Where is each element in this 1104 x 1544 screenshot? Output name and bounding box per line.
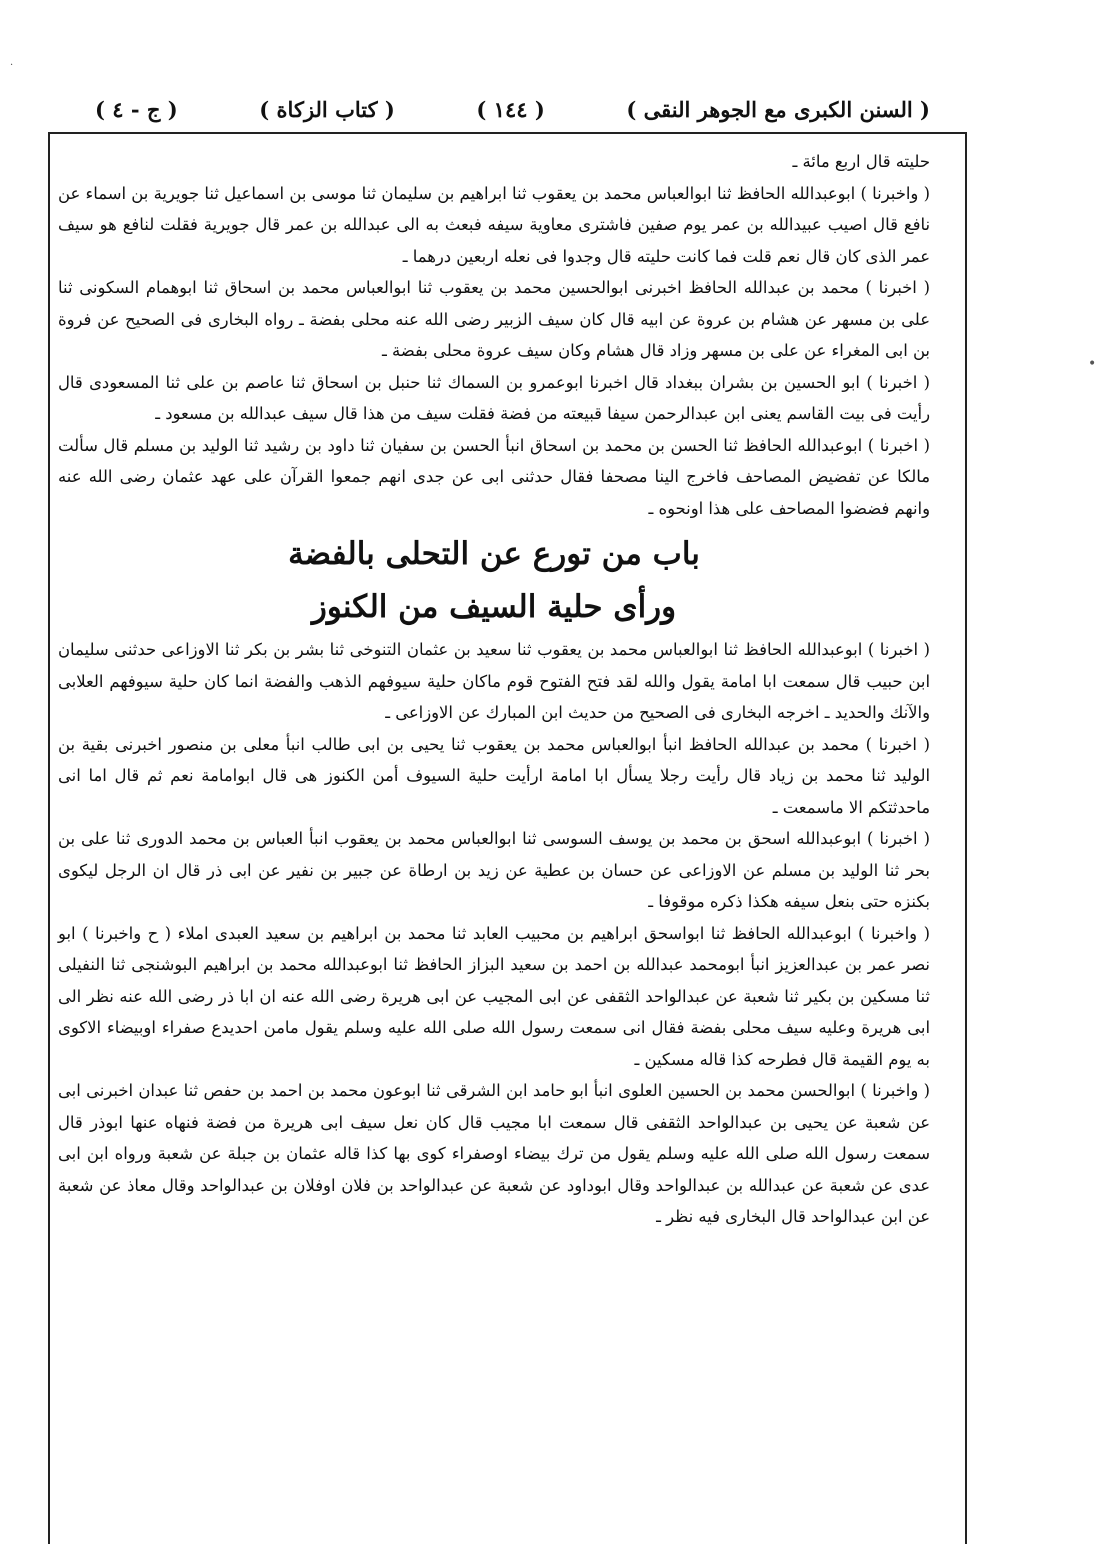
margin-mark: •	[1088, 356, 1097, 372]
section-title: ( كتاب الزكاة )	[259, 96, 395, 122]
hadith-paragraph: ( اخبرنا ) ابوعبدالله الحافظ ثنا الحسن بن محمد بن اسحاق انبأ الحسن بن سفيان ثنا داود بن رشيد ثنا الوليد بن مسلم قال سألت مالكا عن تفضيض المصاحف فاخرج الينا مصحفا فقال حدثنى ابى عن جدى انهم جمعوا القرآن على عهد عثمان رضى الله عنه وانهم فضضوا المصاحف على هذا اونحوه ـ	[58, 435, 930, 518]
hadith-paragraph: ( واخبرنا ) ابوعبدالله الحافظ ثنا ابواسحق ابراهيم بن محبيب العابد ثنا محمد بن ابراهيم بن سعيد العبدى املاء ( ح واخبرنا ) ابو نصر عمر بن عبدالعزيز انبأ ابومحمد عبدالله بن احمد بن سعيد البزاز الحافظ ثنا ابوعبدالله محمد بن ابراهيم البوشنجى ثنا النفيلى ثنا مسكين بن بكير ثنا شعبة عن عبدالواحد الثقفى عن ابى المجيب عن ابى هريرة رضى الله عنه ان ابا ذر رضى الله عنه نظر الى ابى هريرة وعليه سيف محلى بفضة فقال انى سمعت رسول الله صلى الله عليه وسلم يقول مامن احديدع صفراء اوبيضاء الاكوى به يوم القيمة قال فطرحه كذا قاله مسكين ـ	[58, 923, 930, 1069]
hadith-paragraph: ( اخبرنا ) ابوعبدالله الحافظ ثنا ابوالعباس محمد بن يعقوب ثنا سعيد بن عثمان التنوخى ثنا بشر بن بكر ثنا الاوزاعى حدثنى سليمان ابن حبيب قال سمعت ابا امامة يقول والله لقد فتح الفتوح قوم ماكان حلية سيوفهم الذهب والفضة انما كان حلية سيوفهم العلابى والآنك والحديد ـ اخرجه البخارى فى الصحيح من حديث ابن المبارك عن الاوزاعى ـ	[58, 640, 930, 722]
hadith-paragraph: ( واخبرنا ) ابوالحسن محمد بن الحسين العلوى انبأ ابو حامد ابن الشرقى ثنا ابوعون محمد بن احمد بن حفص ثنا عبدان اخبرنى ابى عن شعبة عن يحيى بن عبدالواحد الثقفى قال سمعت ابا مجيب قال كان نعل سيف ابى هريرة من فضة فنهاه عنها ابوذر قال سمعت رسول الله صلى الله عليه وسلم يقول من ترك بيضاء اوصفراء كوى بها كذا قاله عثمان بن جبلة عن شعبة ورواه ابن ابى عدى عن شعبة عن عبدالله بن عبدالواحد وقال ابوداود عن شعبة عن عبدالواحد بن فلان اوفلان بن عبدالواحد وقال معاذ عن شعبة عن ابن عبدالواحد قال البخارى فيه نظر ـ	[58, 1081, 930, 1226]
hadith-paragraph: ( اخبرنا ) ابوعبدالله اسحق بن محمد بن يوسف السوسى ثنا ابوالعباس محمد بن يعقوب انبأ العباس بن محمد الدورى ثنا على بن بحر ثنا الوليد بن مسلم عن الاوزاعى عن حسان بن عطية عن زيد بن ارطاة عن جبير بن نفير عن ابى ذر قال ان الرجل ليكوى بكنزه حتى بنعل سيفه هكذا ذكره موقوفا ـ	[58, 829, 930, 911]
chapter-heading-line: ورأى حلية السيف من الكنوز	[311, 589, 677, 625]
margin-mark: ·	[10, 60, 14, 71]
hadith-paragraph: ( اخبرنا ) محمد بن عبدالله الحافظ انبأ ابوالعباس محمد بن يعقوب ثنا يحيى بن ابى طالب انبأ معلى بن منصور اخبرنى بقية بن الوليد ثنا محمد بن زياد قال رأيت رجلا يسأل ابا امامة ارأيت حلية السيوف أمن الكنوز هى قال ابوامامة نعم ثم قال اما انى ماحدثتكم الا ماسمعت ـ	[58, 734, 930, 817]
page-header	[95, 92, 930, 126]
book-title: ( السنن الكبرى مع الجوهر النقى )	[626, 96, 930, 122]
page-number: ( ١٤٤ )	[476, 96, 545, 122]
hadith-paragraph: ( واخبرنا ) ابوعبدالله الحافظ ثنا ابوالعباس محمد بن يعقوب ثنا ابراهيم بن سليمان ثنا موسى بن اسماعيل ثنا جويرية بن اسماء عن نافع قال اصيب عبيدالله بن عمر يوم صفين فاشترى معاوية سيفه فبعث به الى عبدالله بن عمر قال جويرية فقلت لنافع هو سيف عمر الذى كان قال نعم قلت فما كانت حليته قال وجدوا فى نعله اربعين درهما ـ	[58, 183, 930, 266]
hadith-paragraph: ( اخبرنا ) محمد بن عبدالله الحافظ اخبرنى ابوالحسين محمد بن يعقوب ثنا ابوالعباس محمد بن اسحاق ثنا ابوهمام السكونى ثنا على بن مسهر عن هشام بن عروة عن ابيه قال كان سيف الزبير رضى الله عنه محلى بفضة ـ رواه البخارى فى الصحيح عن فروة بن ابى المغراء عن على بن مسهر وزاد قال هشام وكان سيف عروة محلى بفضة ـ	[58, 278, 930, 360]
hadith-paragraph: ( اخبرنا ) ابو الحسين بن بشران ببغداد قال اخبرنا ابوعمرو بن السماك ثنا حنبل بن اسحاق ثنا عاصم بن على ثنا المسعودى قال رأيت فى بيت القاسم يعنى ابن عبدالرحمن سيفا قبيعته من فضة فقلت سيف من هذا قال سيف عبدالله بن مسعود ـ	[58, 372, 930, 423]
volume-label: ( ج - ٤ )	[95, 96, 178, 122]
chapter-heading	[58, 528, 930, 634]
hadith-paragraph: حليته قال اربع مائة ـ	[792, 152, 930, 171]
chapter-heading-line: باب من تورع عن التحلى بالفضة	[288, 536, 700, 572]
page-body	[58, 146, 930, 1233]
